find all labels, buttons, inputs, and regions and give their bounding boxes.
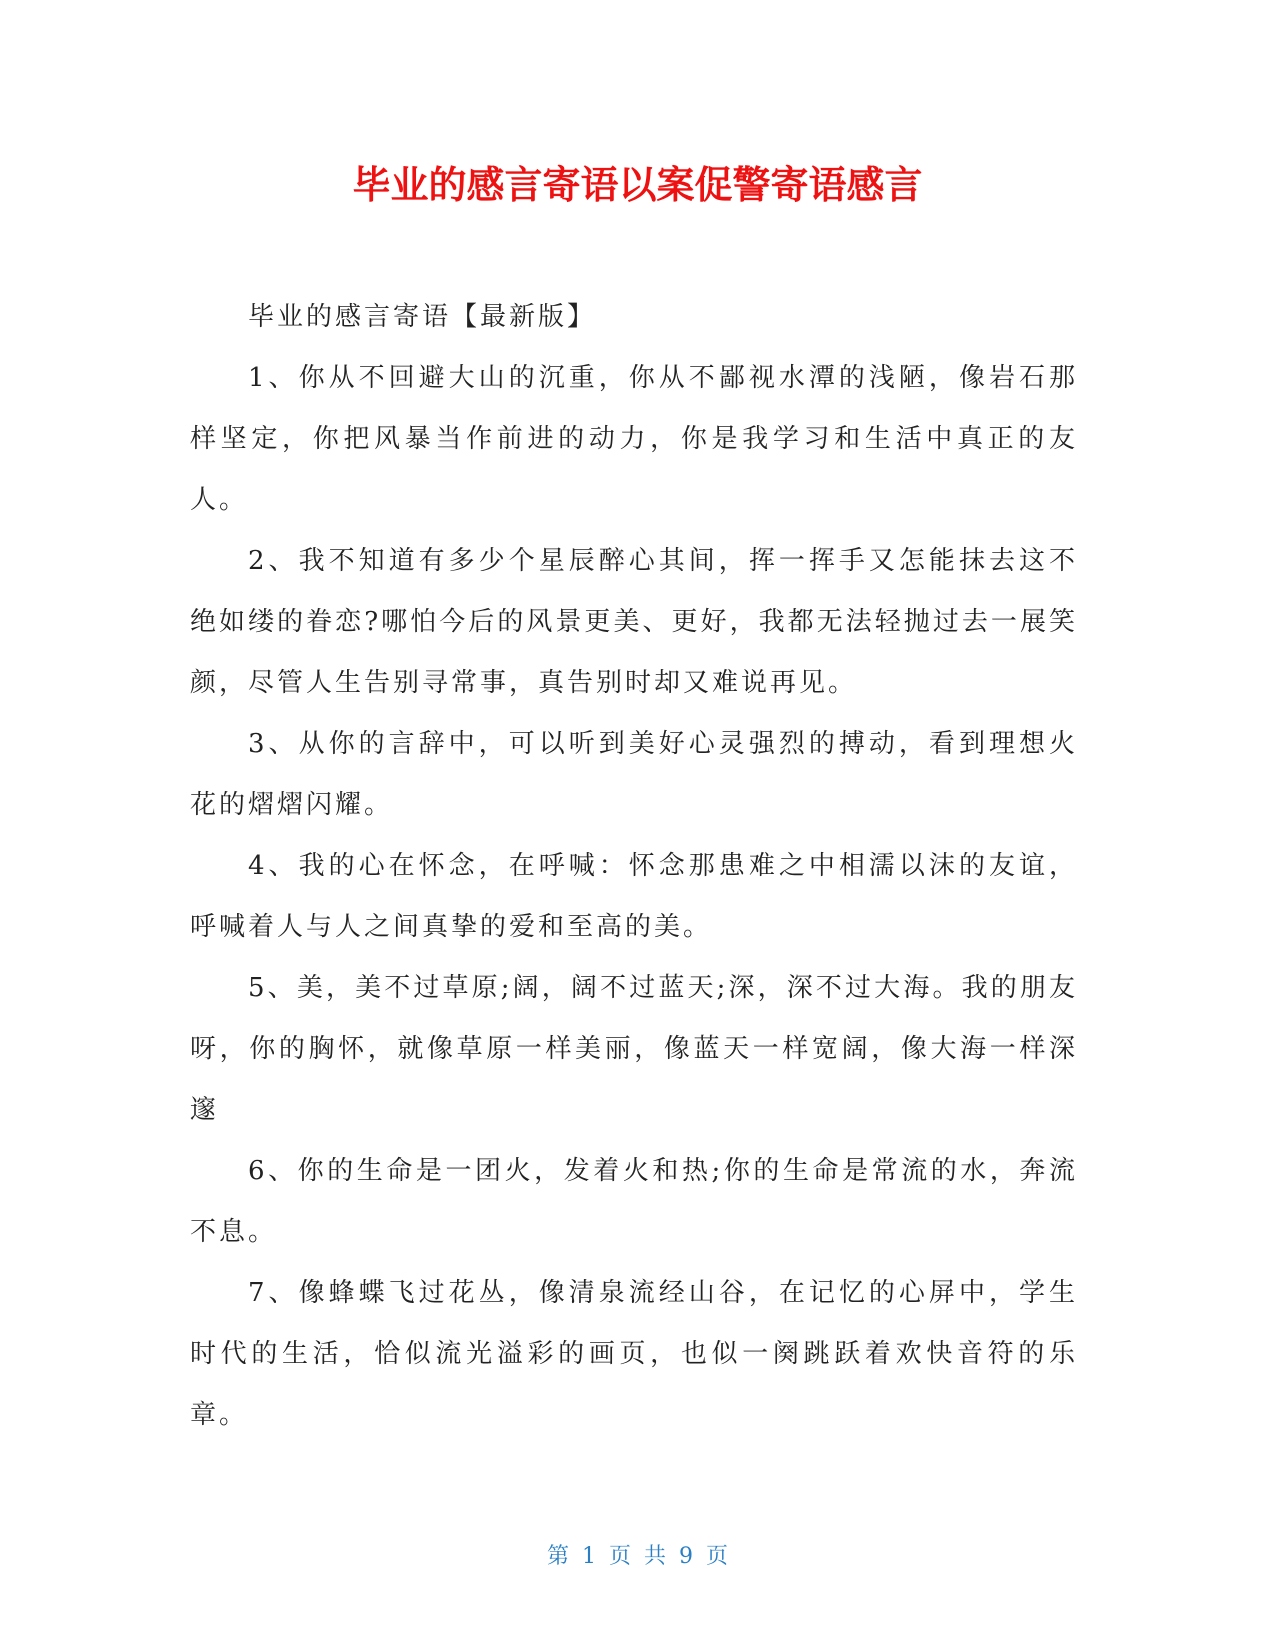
paragraph-2: 2、我不知道有多少个星辰醉心其间，挥一挥手又怎能抹去这不绝如缕的眷恋?哪怕今后的风景更美、更好，我都无法轻抛过去一展笑颜，尽管人生告别寻常事，真告别时却又难说再见。 [190,546,1078,698]
paragraph-7: 7、像蜂蝶飞过花丛，像清泉流经山谷，在记忆的心屏中，学生时代的生活，恰似流光溢彩的画页，也似一阕跳跃着欢快音符的乐章。 [190,1278,1078,1430]
page-number-footer: 第 1 页 共 9 页 [547,1544,728,1569]
document-title: 毕业的感言寄语以案促警寄语感言 [352,163,923,207]
document-body [190,287,1078,1446]
paragraph-subtitle: 毕业的感言寄语【最新版】 [248,302,597,332]
paragraph-5: 5、美，美不过草原;阔，阔不过蓝天;深，深不过大海。我的朋友呀，你的胸怀，就像草原一样美丽，像蓝天一样宽阔，像大海一样深邃 [190,973,1078,1125]
paragraph-6: 6、你的生命是一团火，发着火和热;你的生命是常流的水，奔流不息。 [190,1156,1078,1247]
paragraph-4: 4、我的心在怀念，在呼喊：怀念那患难之中相濡以沫的友谊，呼喊着人与人之间真挚的爱和至高的美。 [190,851,1078,942]
paragraph-3: 3、从你的言辞中，可以听到美好心灵强烈的搏动，看到理想火花的熠熠闪耀。 [190,729,1078,820]
paragraph-1: 1、你从不回避大山的沉重，你从不鄙视水潭的浅陋，像岩石那样坚定，你把风暴当作前进的动力，你是我学习和生活中真正的友人。 [190,363,1078,515]
